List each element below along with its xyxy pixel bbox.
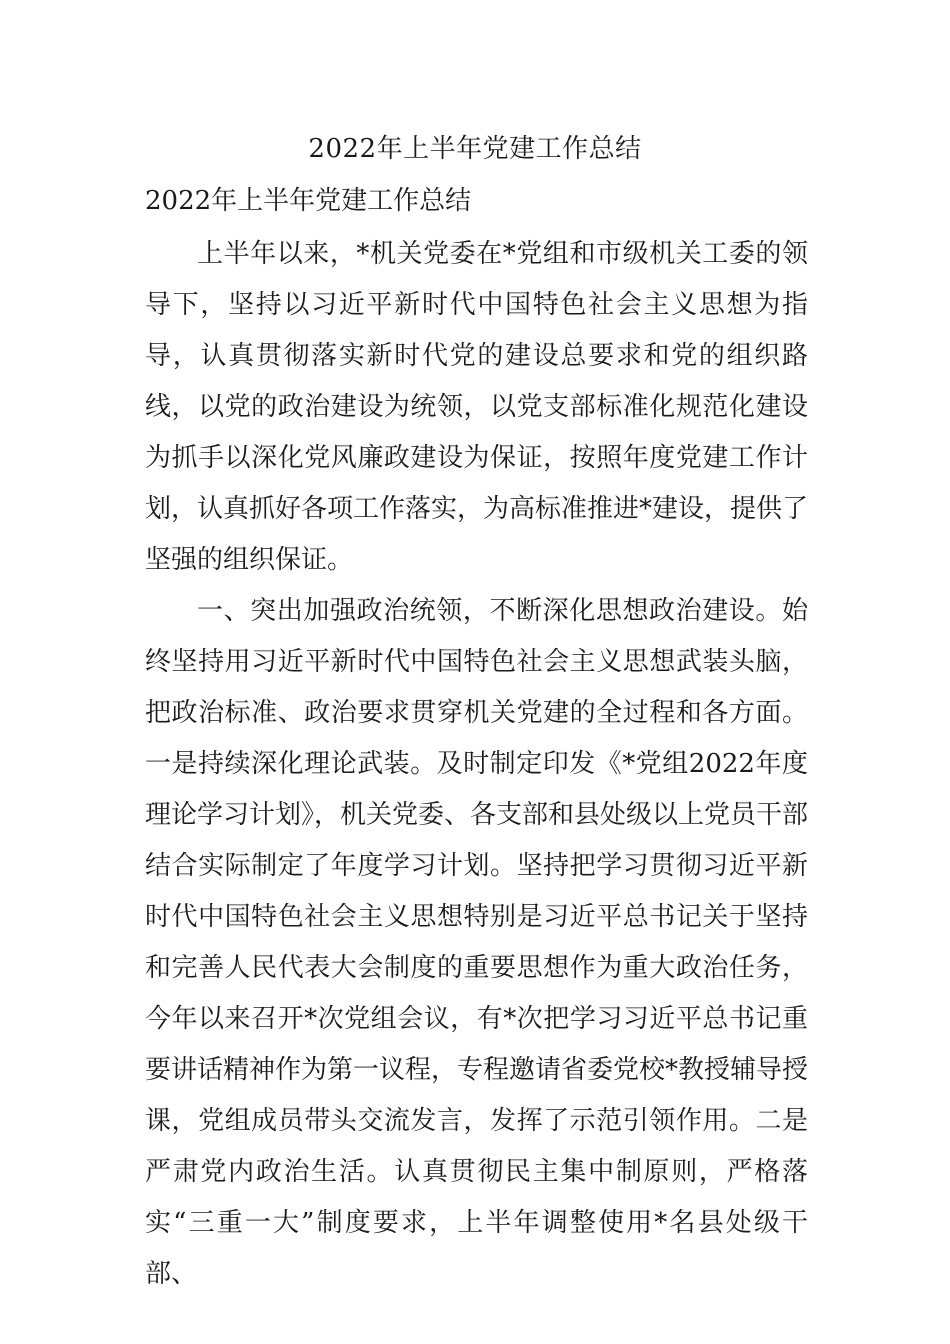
document-subtitle: 2022年上半年党建工作总结 [145, 186, 472, 216]
document-title: 2022年上半年党建工作总结 [308, 134, 642, 164]
document-body [145, 229, 808, 1300]
body-paragraph-section-1: 一、突出加强政治统领，不断深化思想政治建设。始终坚持用习近平新时代中国特色社会主义思想武装头脑，把政治标准、政治要求贯穿机关党建的全过程和各方面。一是持续深化理论武装。及时制定印发《*党组2022年度理论学习计划》，机关党委、各支部和县处级以上党员干部结合实际制定了年度学习计划。坚持把学习贯彻习近平新时代中国特色社会主义思想特别是习近平总书记关于坚持和完善人民代表大会制度的重要思想作为重大政治任务，今年以来召开*次党组会议，有*次把学习习近平总书记重要讲话精神作为第一议程，专程邀请省委党校*教授辅导授课，党组成员带头交流发言，发挥了示范引领作用。二是严肃党内政治生活。认真贯彻民主集中制原则，严格落实“三重一大”制度要求，上半年调整使用*名县处级干部、 [145, 596, 809, 1289]
body-paragraph-intro: 上半年以来，*机关党委在*党组和市级机关工委的领导下，坚持以习近平新时代中国特色社会主义思想为指导，认真贯彻落实新时代党的建设总要求和党的组织路线，以党的政治建设为统领，以党支部标准化规范化建设为抓手以深化党风廉政建设为保证，按照年度党建工作计划，认真抓好各项工作落实，为高标准推进*建设，提供了坚强的组织保证。 [145, 239, 809, 575]
